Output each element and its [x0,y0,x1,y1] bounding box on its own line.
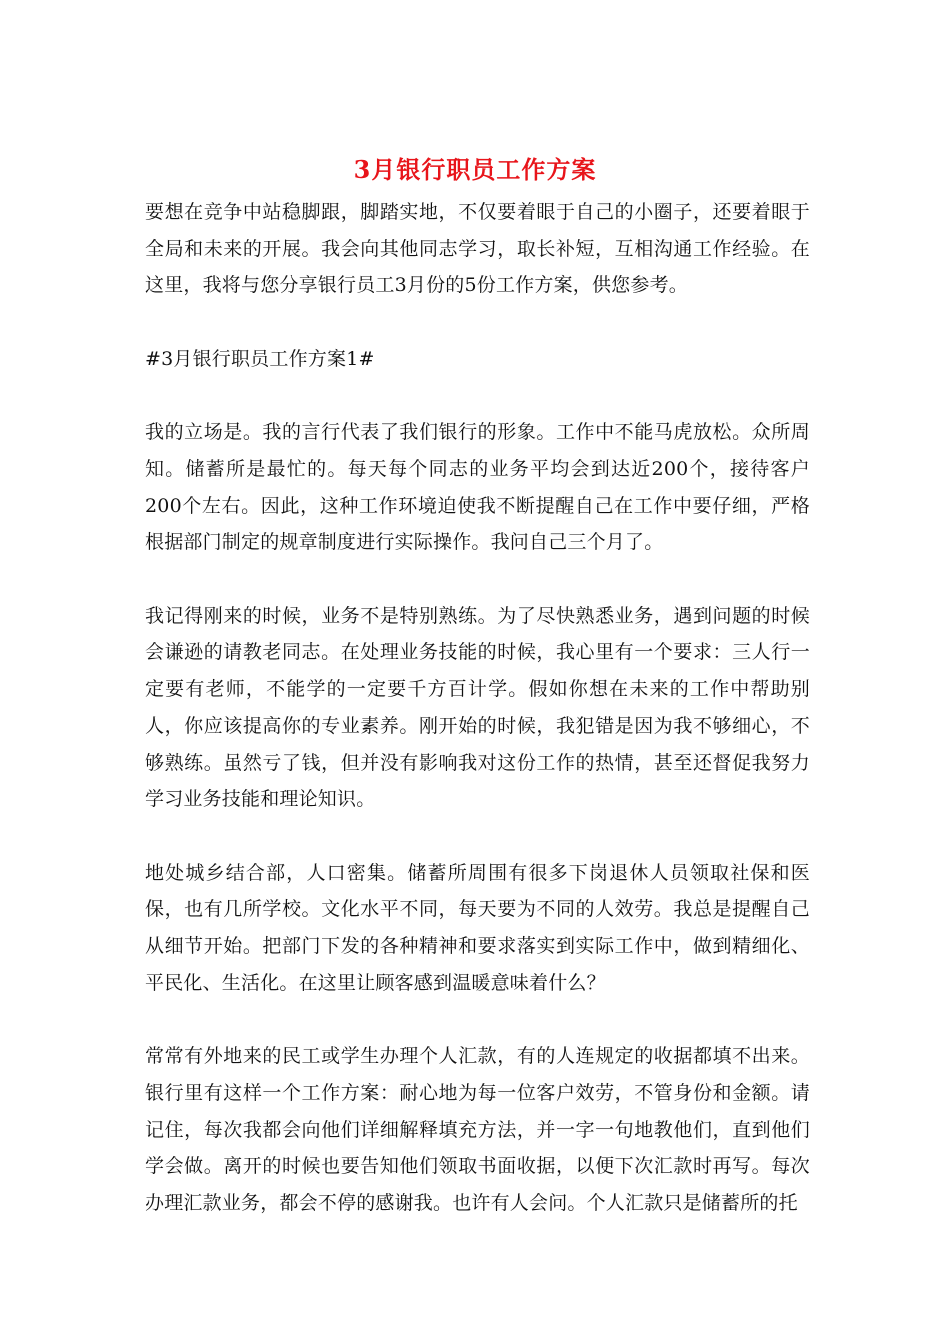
section-heading: #3月银行职员工作方案1# [145,347,375,370]
body-paragraph: 我的立场是。我的言行代表了我们银行的形象。工作中不能马虎放松。众所周知。储蓄所是最忙的。每天每个同志的业务平均会到达近200个，接待客户200个左右。因此，这种工作环境迫使我不断提醒自己在工作中要仔细，严格根据部门制定的规章制度进行实际操作。我问自己三个月了。 [145,421,810,554]
paragraph-spacer [145,561,810,598]
document-title: 3月银行职员工作方案 [353,155,597,184]
paragraph-spacer [145,1001,810,1038]
document-body [145,194,810,1222]
body-paragraph: 地处城乡结合部，人口密集。储蓄所周围有很多下岗退休人员领取社保和医保，也有几所学校。文化水平不同，每天要为不同的人效劳。我总是提醒自己从细节开始。把部门下发的各种精神和要求落实到实际工作中，做到精细化、平民化、生活化。在这里让顾客感到温暖意味着什么？ [145,861,810,994]
paragraph-spacer [145,378,810,415]
body-paragraph: 常常有外地来的民工或学生办理个人汇款，有的人连规定的收据都填不出来。银行里有这样一个工作方案：耐心地为每一位客户效劳，不管身份和金额。请记住，每次我都会向他们详细解释填充方法，并一字一句地教他们，直到他们学会做。离开的时候也要告知他们领取书面收据，以便下次汇款时再写。每次办理汇款业务，都会不停的感谢我。也许有人会问。个人汇款只是储蓄所的托 [145,1045,810,1214]
intro-paragraph: 要想在竞争中站稳脚跟，脚踏实地，不仅要着眼于自己的小圈子，还要着眼于全局和未来的开展。我会向其他同志学习，取长补短，互相沟通工作经验。在这里，我将与您分享银行员工3月份的5份工作方案，供您参考。 [145,201,810,297]
paragraph-spacer [145,304,810,341]
paragraph-spacer [145,818,810,855]
body-paragraph: 我记得刚来的时候，业务不是特别熟练。为了尽快熟悉业务，遇到问题的时候会谦逊的请教老同志。在处理业务技能的时候，我心里有一个要求：三人行一定要有老师，不能学的一定要千方百计学。假如你想在未来的工作中帮助别人，你应该提高你的专业素养。刚开始的时候，我犯错是因为我不够细心，不够熟练。虽然亏了钱，但并没有影响我对这份工作的热情，甚至还督促我努力学习业务技能和理论知识。 [145,604,810,811]
